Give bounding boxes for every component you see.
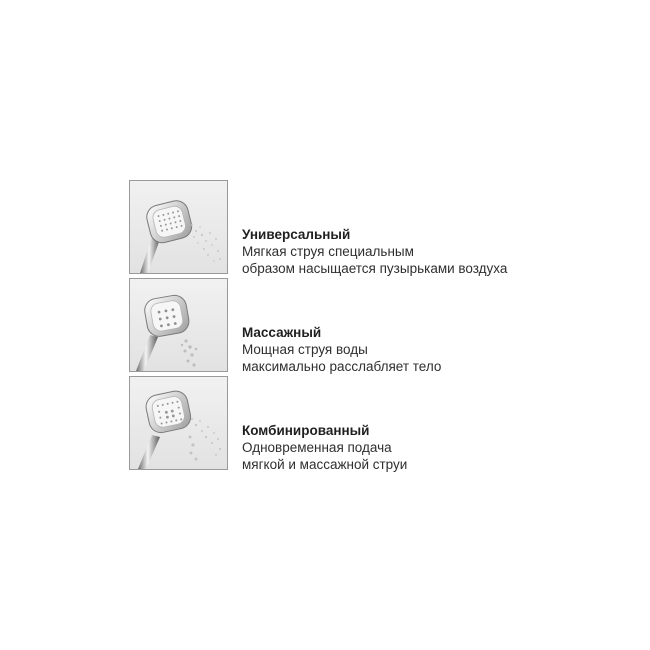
mode-image-massage bbox=[129, 278, 228, 372]
mode-description-line: Мягкая струя специальным bbox=[242, 244, 414, 259]
mode-description-line: образом насыщается пузырьками воздуха bbox=[242, 261, 508, 276]
shower-head-icon bbox=[130, 377, 227, 469]
mode-description-combined bbox=[242, 422, 407, 473]
mode-title: Массажный bbox=[242, 325, 322, 340]
shower-head-icon bbox=[130, 279, 227, 371]
spray-mode-universal bbox=[129, 180, 599, 275]
mode-image-universal bbox=[129, 180, 228, 274]
mode-description-line: Мощная струя воды bbox=[242, 342, 368, 357]
mode-description-line: Одновременная подача bbox=[242, 440, 392, 455]
mode-image-combined bbox=[129, 376, 228, 470]
mode-description-massage bbox=[242, 324, 441, 375]
spray-mode-combined bbox=[129, 376, 599, 471]
mode-description-line: мягкой и массажной струи bbox=[242, 457, 408, 472]
shower-head-icon bbox=[130, 181, 227, 273]
mode-description-line: максимально расслабляет тело bbox=[242, 359, 442, 374]
mode-title: Комбинированный bbox=[242, 423, 370, 438]
spray-mode-massage bbox=[129, 278, 599, 373]
mode-description-universal bbox=[242, 226, 507, 277]
mode-title: Универсальный bbox=[242, 227, 351, 242]
